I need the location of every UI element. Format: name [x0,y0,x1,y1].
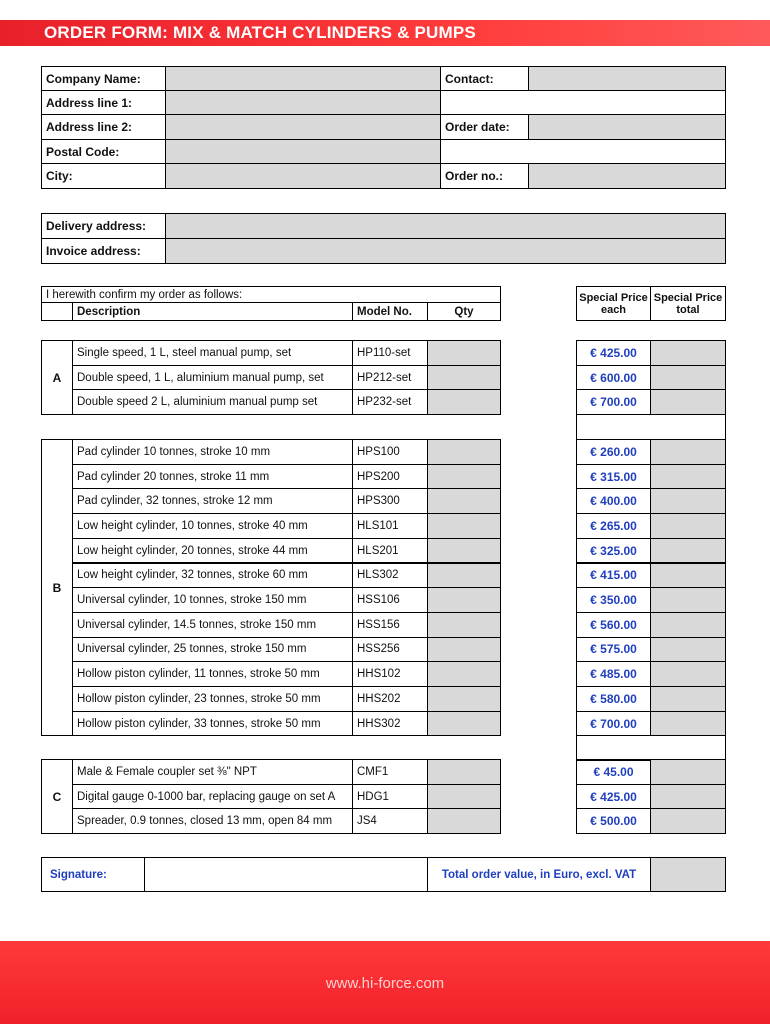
item-price-total-field[interactable] [650,808,726,834]
item-description: Double speed 2 L, aluminium manual pump set [72,389,353,415]
group-label-a: A [41,340,73,415]
item-price-total-field[interactable] [650,488,726,514]
item-price-each: € 700.00 [576,389,651,415]
item-price-each: € 400.00 [576,488,651,514]
item-model-number: JS4 [352,808,428,834]
company-name-label: Company Name: [41,66,166,91]
description-header: Description [72,302,353,321]
item-model-number: HPS100 [352,439,428,465]
item-price-each: € 315.00 [576,464,651,490]
item-price-total-field[interactable] [650,612,726,638]
item-price-each: € 485.00 [576,661,651,687]
item-qty-field[interactable] [427,612,501,638]
item-price-total-field[interactable] [650,661,726,687]
item-price-total-field[interactable] [650,340,726,366]
item-qty-field[interactable] [427,538,501,564]
item-qty-field[interactable] [427,464,501,490]
order-no-label: Order no.: [440,163,529,189]
address-line-2-field[interactable] [165,114,441,140]
city-label: City: [41,163,166,189]
item-price-total-field[interactable] [650,389,726,415]
order-no-field[interactable] [528,163,726,189]
price-each-header: Special Price each [576,286,651,321]
item-price-each: € 560.00 [576,612,651,638]
footer-url[interactable]: www.hi-force.com [325,975,445,992]
item-price-each: € 425.00 [576,784,651,810]
item-description: Hollow piston cylinder, 33 tonnes, stroke 50 mm [72,711,353,737]
item-qty-field[interactable] [427,389,501,415]
postal-code-right-blank [440,139,726,164]
item-price-each: € 500.00 [576,808,651,834]
contact-label: Contact: [440,66,529,91]
item-price-total-field[interactable] [650,759,726,785]
item-price-each: € 350.00 [576,587,651,613]
item-price-total-field[interactable] [650,464,726,490]
item-qty-field[interactable] [427,488,501,514]
total-order-field[interactable] [650,857,726,892]
item-model-number: HPS200 [352,464,428,490]
group-label-b: B [41,439,73,736]
delivery-address-label: Delivery address: [41,213,166,239]
company-name-field[interactable] [165,66,441,91]
item-description: Universal cylinder, 10 tonnes, stroke 150 mm [72,587,353,613]
item-qty-field[interactable] [427,340,501,366]
item-model-number: HDG1 [352,784,428,810]
item-description: Spreader, 0.9 tonnes, closed 13 mm, open 84 mm [72,808,353,834]
item-model-number: HLS302 [352,563,428,589]
invoice-address-field[interactable] [165,238,726,264]
item-description: Low height cylinder, 20 tonnes, stroke 44 mm [72,538,353,564]
item-qty-field[interactable] [427,587,501,613]
item-price-each: € 575.00 [576,637,651,663]
item-description: Digital gauge 0-1000 bar, replacing gauge on set A [72,784,353,810]
item-price-total-field[interactable] [650,686,726,712]
item-qty-field[interactable] [427,513,501,539]
model-header: Model No. [352,302,428,321]
item-price-each: € 425.00 [576,340,651,366]
item-price-total-field[interactable] [650,711,726,737]
item-description: Single speed, 1 L, steel manual pump, set [72,340,353,366]
item-qty-field[interactable] [427,808,501,834]
item-model-number: HP232-set [352,389,428,415]
item-qty-field[interactable] [427,439,501,465]
item-model-number: HSS106 [352,587,428,613]
item-price-total-field[interactable] [650,365,726,391]
qty-header: Qty [427,302,501,321]
item-price-each: € 600.00 [576,365,651,391]
confirm-order-text: I herewith confirm my order as follows: [41,286,501,303]
order-date-label: Order date: [440,114,529,140]
item-price-each: € 580.00 [576,686,651,712]
item-description: Pad cylinder, 32 tonnes, stroke 12 mm [72,488,353,514]
invoice-address-label: Invoice address: [41,238,166,264]
item-description: Hollow piston cylinder, 11 tonnes, stroke 50 mm [72,661,353,687]
group-header-blank [41,302,73,321]
group-label-c: C [41,759,73,834]
item-description: Hollow piston cylinder, 23 tonnes, stroke 50 mm [72,686,353,712]
item-qty-field[interactable] [427,365,501,391]
item-price-each: € 700.00 [576,711,651,737]
item-price-each: € 45.00 [576,759,651,785]
item-price-each: € 415.00 [576,563,651,589]
item-price-total-field[interactable] [650,784,726,810]
price-spacer-row [576,414,726,440]
item-description: Universal cylinder, 25 tonnes, stroke 150 mm [72,637,353,663]
item-model-number: HLS101 [352,513,428,539]
address-line-1-field[interactable] [165,90,441,115]
city-field[interactable] [165,163,441,189]
item-model-number: HHS302 [352,711,428,737]
address-line-2-label: Address line 2: [41,114,166,140]
item-model-number: HSS156 [352,612,428,638]
item-model-number: HPS300 [352,488,428,514]
item-description: Low height cylinder, 10 tonnes, stroke 40 mm [72,513,353,539]
item-qty-field[interactable] [427,784,501,810]
signature-label: Signature: [41,857,145,892]
item-qty-field[interactable] [427,686,501,712]
total-order-label: Total order value, in Euro, excl. VAT [427,857,651,892]
address-line-1-right-blank [440,90,726,115]
postal-code-field[interactable] [165,139,441,164]
item-price-each: € 325.00 [576,538,651,564]
item-model-number: HHS202 [352,686,428,712]
item-price-each: € 265.00 [576,513,651,539]
item-description: Pad cylinder 10 tonnes, stroke 10 mm [72,439,353,465]
address-line-1-label: Address line 1: [41,90,166,115]
item-qty-field[interactable] [427,563,501,589]
item-description: Pad cylinder 20 tonnes, stroke 11 mm [72,464,353,490]
item-price-total-field[interactable] [650,439,726,465]
delivery-address-field[interactable] [165,213,726,239]
item-description: Universal cylinder, 14.5 tonnes, stroke 150 mm [72,612,353,638]
page-title: ORDER FORM: MIX & MATCH CYLINDERS & PUMPS [44,23,476,42]
item-qty-field[interactable] [427,661,501,687]
item-description: Low height cylinder, 32 tonnes, stroke 60 mm [72,563,353,589]
item-price-each: € 260.00 [576,439,651,465]
item-model-number: HLS201 [352,538,428,564]
contact-field[interactable] [528,66,726,91]
item-price-total-field[interactable] [650,563,726,589]
item-qty-field[interactable] [427,637,501,663]
item-model-number: HP212-set [352,365,428,391]
signature-field[interactable] [144,857,428,892]
item-description: Male & Female coupler set ⅜" NPT [72,759,353,785]
item-model-number: HHS102 [352,661,428,687]
item-model-number: HSS256 [352,637,428,663]
item-price-total-field[interactable] [650,538,726,564]
price-total-header: Special Price total [650,286,726,321]
item-price-total-field[interactable] [650,587,726,613]
item-model-number: HP110-set [352,340,428,366]
item-model-number: CMF1 [352,759,428,785]
item-price-total-field[interactable] [650,637,726,663]
price-spacer-row [576,735,726,761]
postal-code-label: Postal Code: [41,139,166,164]
item-qty-field[interactable] [427,711,501,737]
item-price-total-field[interactable] [650,513,726,539]
order-date-field[interactable] [528,114,726,140]
item-qty-field[interactable] [427,759,501,785]
item-description: Double speed, 1 L, aluminium manual pump, set [72,365,353,391]
